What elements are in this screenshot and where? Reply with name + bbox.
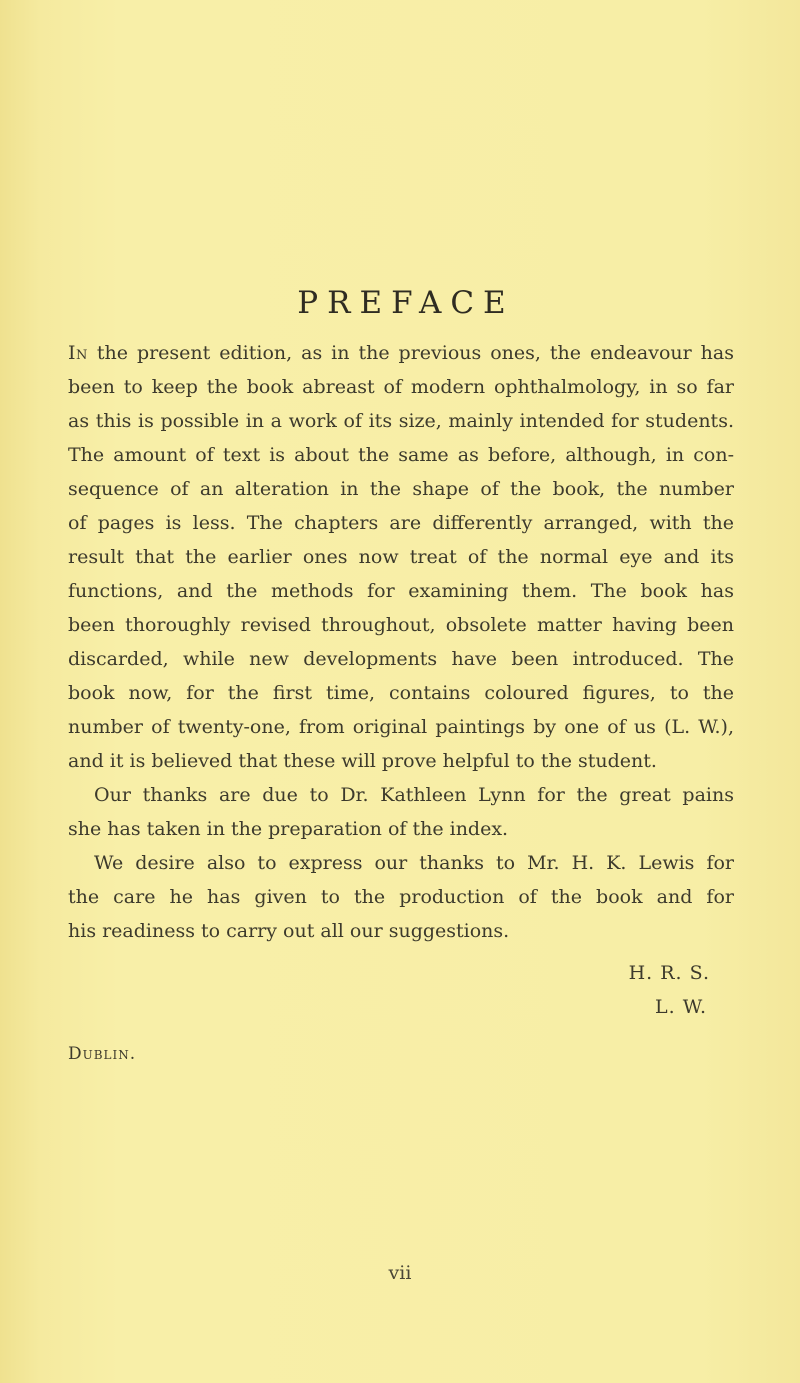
text-line-5: sequence of an alteration in the shape of the book, the number: [68, 478, 734, 500]
page-number: vii: [388, 1262, 412, 1284]
text-line-11: book now, for the first time, contains coloured figures, to the: [68, 682, 734, 704]
text-line-1: In the present edition, as in the previous ones, the endeavour has: [68, 342, 734, 364]
text-line-15: she has taken in the preparation of the index.: [68, 818, 509, 840]
text-line-18: his readiness to carry out all our suggestions.: [68, 920, 510, 942]
place-line: Dublin.: [68, 1044, 137, 1064]
text-line-12: number of twenty-one, from original paintings by one of us (L. W.),: [68, 716, 734, 738]
text-line-14: Our thanks are due to Dr. Kathleen Lynn for the great pains: [94, 784, 734, 806]
text-line-17: the care he has given to the production of the book and for: [68, 886, 734, 908]
text-line-9: been thoroughly revised throughout, obsolete matter having been: [68, 614, 734, 636]
page-title: PREFACE: [297, 284, 515, 321]
text-line-10: discarded, while new developments have been introduced. The: [68, 648, 734, 670]
signature-initials-2: L. W.: [655, 996, 707, 1018]
text-line-7: result that the earlier ones now treat of the normal eye and its: [68, 546, 734, 568]
text-line-3: as this is possible in a work of its size, mainly intended for students.: [68, 410, 734, 432]
text-line-2: been to keep the book abreast of modern ophthalmology, in so far: [68, 376, 734, 398]
signature-initials-1: H. R. S.: [628, 962, 710, 984]
text-line-4: The amount of text is about the same as before, although, in con-: [68, 444, 734, 466]
text-line-16: We desire also to express our thanks to Mr. H. K. Lewis for: [94, 852, 734, 874]
drop-word: In: [68, 342, 88, 364]
text-line-8: functions, and the methods for examining them. The book has: [68, 580, 734, 602]
text-line-6: of pages is less. The chapters are differently arranged, with the: [68, 512, 734, 534]
text-line-13: and it is believed that these will prove helpful to the student.: [68, 750, 657, 772]
